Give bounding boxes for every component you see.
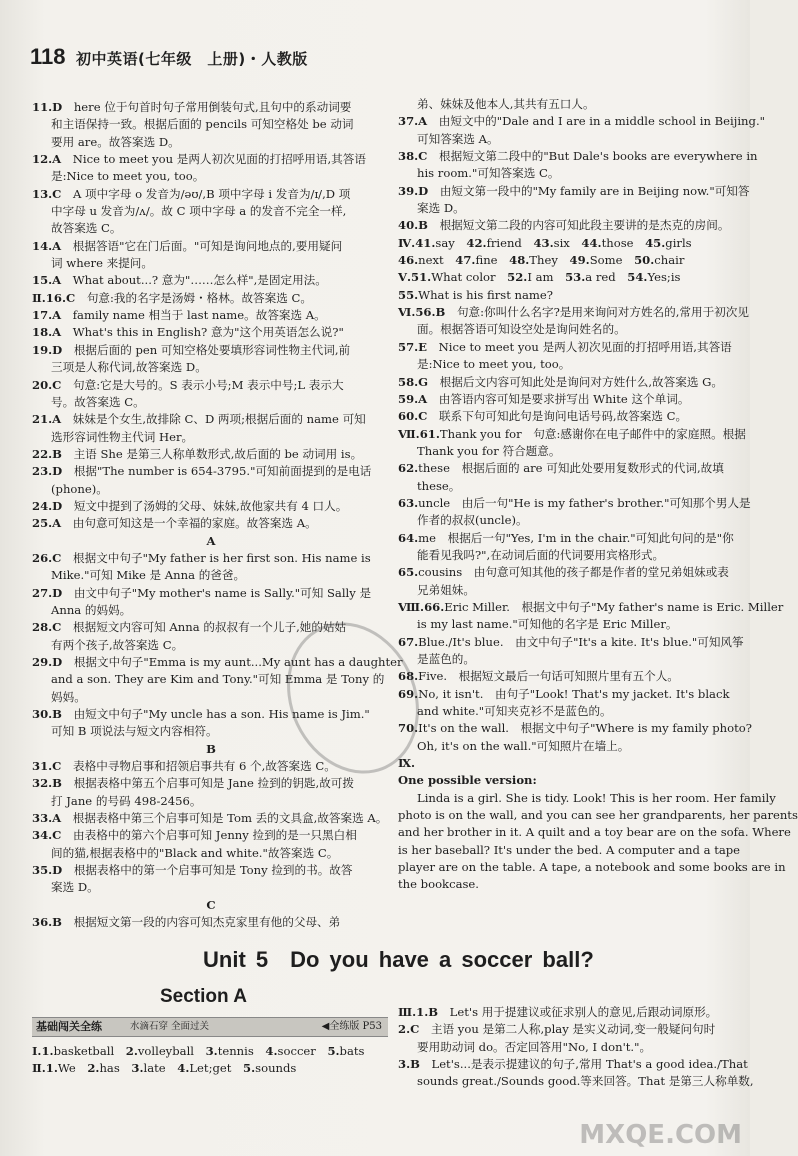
answer-line: 69.No, it isn't. 由句子"Look! That's my jacket. It's black: [398, 686, 730, 701]
answer-line: is her baseball? It's under the bed. A computer and a tape: [398, 842, 741, 857]
answer-line: 19.D 根据后面的 pen 可知空格处要填形容词性物主代词,前: [32, 342, 351, 357]
answer-line: 15.A What about...? 意为"……怎么样",是固定用法。: [32, 273, 327, 288]
answer-line: 弟、妹妹及他本人,其共有五口人。: [417, 97, 595, 111]
answer-line: 38.C 根据短文第二段中的"But Dale's books are everywhere in: [398, 149, 758, 164]
answer-line: 3.B Let's...是表示提建议的句子,常用 That's a good idea./That: [398, 1057, 748, 1072]
answer-line: 59.A 由答语内容可知是要求拼写出 White 这个单词。: [398, 391, 690, 406]
answer-line: Ⅷ.66.Eric Miller. 根据文中句子"My father's name is Eric. Miller: [398, 599, 784, 614]
answer-line: 37.A 由短文中的"Dale and I are in a middle school in Beijing.": [398, 114, 765, 129]
answer-line: 2.C 主语 you 是第二人称,play 是实义动词,变一般疑问句时: [398, 1022, 716, 1037]
answer-line: 兄弟姐妹。: [417, 582, 475, 597]
answer-line: Linda is a girl. She is tidy. Look! This is her room. Her family: [417, 790, 776, 805]
answer-line: 案选 D。: [51, 880, 99, 895]
band-ref: ◀全练版 P53: [321, 1021, 382, 1032]
answer-line: 25.A 由句意可知这是一个幸福的家庭。故答案选 A。: [32, 516, 317, 531]
answer-line: (phone)。: [51, 481, 108, 496]
band-motto: 水滴石穿 全面过关: [130, 1021, 210, 1032]
bottom-left-column: [32, 1043, 390, 1078]
answer-line: Ⅳ.41.say 42.friend 43.six 44.those 45.girls: [398, 235, 692, 250]
answer-line: 能看见我吗?",在动词后面的代词要用宾格形式。: [417, 547, 665, 562]
band-label: 基础闯关全练: [36, 1020, 102, 1033]
answer-line: and white."可知夹克衫不是蓝色的。: [417, 704, 612, 719]
answer-line: 32.B 根据表格中第五个启事可知是 Jane 捡到的钥匙,故可拨: [32, 776, 354, 791]
answer-line: and her brother in it. A quilt and a toy bear are on the sofa. Where: [398, 825, 791, 840]
answer-line: 可知答案选 A。: [417, 131, 499, 146]
answer-line: 18.A What's this in English? 意为"这个用英语怎么说?": [32, 325, 344, 340]
answer-line: B: [206, 741, 216, 756]
answer-line: 65.cousins 由句意可知其他的孩子都是作者的堂兄弟姐妹或表: [398, 565, 729, 580]
answer-line: 46.next 47.fine 48.They 49.Some 50.chair: [398, 253, 685, 268]
answer-line: 是:Nice to meet you, too。: [417, 357, 571, 372]
answer-line: 40.B 根据短文第二段的内容可知此段主要讲的是杰克的房间。: [398, 218, 730, 233]
answer-line: player are on the table. A tape, a notebook and some books are in: [398, 860, 786, 875]
left-column: [32, 99, 403, 932]
answer-line: 20.C 句意:它是大号的。S 表示小号;M 表示中号;L 表示大: [32, 377, 344, 392]
answer-line: 23.D 根据"The number is 654-3795."可知前面提到的是电话: [32, 464, 372, 479]
answer-line: Ⅱ.1.We 2.has 3.late 4.Let;get 5.sounds: [32, 1061, 297, 1076]
answer-line: 词 where 来提问。: [51, 256, 153, 271]
answer-line: 打 Jane 的号码 498-2456。: [51, 793, 202, 808]
book-title: 初中英语(七年级 上册)・人教版: [76, 50, 308, 68]
right-column: [398, 96, 798, 894]
unit-title: Unit 5 Do you have a soccer ball?: [203, 947, 594, 972]
section-title: Section A: [160, 986, 247, 1007]
answer-line: 60.C 联系下句可知此句是询问电话号码,故答案选 C。: [398, 409, 688, 424]
answer-line: Oh, it's on the wall."可知照片在墙上。: [417, 738, 630, 753]
answer-line: 是蓝色的。: [417, 652, 475, 666]
answer-line: 面。根据答语可知设空处是询问姓名的。: [417, 322, 626, 337]
answer-line: is my last name."可知他的名字是 Eric Miller。: [417, 617, 678, 632]
answer-line: 58.G 根据后文内容可知此处是询问对方姓什么,故答案选 G。: [398, 374, 723, 389]
answer-line: A: [206, 533, 216, 548]
answer-line: 70.It's on the wall. 根据文中句子"Where is my family photo?: [398, 721, 752, 736]
answer-line: 36.B 根据短文第一段的内容可知杰克家里有他的父母、弟: [32, 915, 341, 930]
answer-line: 13.C A 项中字母 o 发音为/əʊ/,B 项中字母 i 发音为/ɪ/,D 项: [32, 186, 351, 201]
answer-line: 26.C 根据文中句子"My father is her first son. His name is: [32, 550, 371, 565]
answer-line: 是:Nice to meet you, too。: [51, 169, 205, 184]
answer-line: Ⅴ.51.What color 52.I am 53.a red 54.Yes;is: [398, 270, 681, 285]
answer-line: Ⅶ.61.Thank you for 句意:感谢你在电子邮件中的家庭照。根据: [398, 426, 746, 441]
answer-line: One possible version:: [398, 773, 537, 788]
answer-line: 21.A 妹妹是个女生,故排除 C、D 两项;根据后面的 name 可知: [32, 412, 366, 427]
answer-line: 中字母 u 发音为/ʌ/。故 C 项中字母 a 的发音不完全一样,: [51, 204, 347, 219]
answer-line: 三项是人称代词,故答案选 D。: [51, 360, 207, 375]
answer-line: Ⅱ.16.C 句意:我的名字是汤姆・格林。故答案选 C。: [32, 290, 312, 305]
answer-line: 有两个孩子,故答案选 C。: [51, 637, 184, 652]
answer-line: 34.C 由表格中的第六个启事可知 Jenny 捡到的是一只黑白相: [32, 828, 357, 843]
answer-line: 妈妈。: [51, 689, 86, 704]
answer-line: 63.uncle 由后一句"He is my father's brother."可知那个男人是: [398, 495, 751, 510]
answer-line: 35.D 根据表格中的第一个启事可知是 Tony 捡到的书。故答: [32, 863, 353, 878]
bottom-right-column: [398, 1004, 754, 1091]
answer-line: 可知 B 项说法与短文内容相符。: [51, 724, 218, 739]
answer-line: 和主语保持一致。根据后面的 pencils 可知空格处 be 动词: [51, 117, 354, 132]
answer-line: Ⅲ.1.B Let's 用于提建议或征求别人的意见,后跟动词原形。: [398, 1005, 718, 1019]
answer-line: 号。故答案选 C。: [51, 394, 145, 409]
answer-line: 故答案选 C。: [51, 221, 122, 236]
answer-line: photo is on the wall, and you can see her grandparents, her parents: [398, 808, 798, 823]
answer-line: Ⅵ.56.B 句意:你叫什么名字?是用来询问对方姓名的,常用于初次见: [398, 305, 749, 320]
answer-line: Thank you for 符合题意。: [417, 443, 561, 458]
answer-line: 55.What is his first name?: [398, 287, 553, 302]
answer-line: 27.D 由文中句子"My mother's name is Sally."可知 Sally 是: [32, 585, 372, 600]
answer-line: 案选 D。: [417, 201, 465, 216]
answer-line: Mike."可知 Mike 是 Anna 的爸爸。: [51, 568, 246, 583]
answer-line: 29.D 根据文中句子"Emma is my aunt...My aunt has a daughter: [32, 655, 403, 669]
answer-line: 间的猫,根据表格中的"Black and white."故答案选 C。: [51, 845, 339, 860]
answer-line: 17.A family name 相当于 last name。故答案选 A。: [32, 308, 326, 323]
answer-line: his room."可知答案选 C。: [417, 166, 560, 181]
exercise-band: [32, 1017, 388, 1037]
answer-line: sounds great./Sounds good.等来回答。That 是第三人称单数,: [417, 1074, 754, 1089]
answer-line: 24.D 短文中提到了汤姆的父母、妹妹,故他家共有 4 口人。: [32, 498, 348, 513]
answer-line: 要用 are。故答案选 D。: [51, 134, 180, 149]
answer-line: 要用助动词 do。否定回答用"No, I don't."。: [417, 1039, 652, 1054]
answer-line: 12.A Nice to meet you 是两人初次见面的打招呼用语,其答语: [32, 152, 366, 167]
answer-line: 39.D 由短文第一段中的"My family are in Beijing now."可知答: [398, 183, 750, 198]
page-number: 118: [30, 44, 66, 69]
answer-line: 33.A 根据表格中第三个启事可知是 Tom 丢的文具盒,故答案选 A。: [32, 811, 388, 826]
answer-line: 作者的叔叔(uncle)。: [417, 513, 528, 528]
answer-line: 57.E Nice to meet you 是两人初次见面的打招呼用语,其答语: [398, 339, 732, 354]
answer-line: Anna 的妈妈。: [51, 602, 132, 617]
site-watermark: MXQE.COM: [579, 1120, 742, 1150]
answer-line: Ⅰ.1.basketball 2.volleyball 3.tennis 4.soccer 5.bats: [32, 1044, 365, 1058]
answer-line: 22.B 主语 She 是第三人称单数形式,故后面的 be 动词用 is。: [32, 446, 363, 461]
answer-line: 28.C 根据短文内容可知 Anna 的叔叔有一个儿子,她的姑姑: [32, 620, 347, 635]
answer-line: 11.D here 位于句首时句子常用倒装句式,且句中的系动词要: [32, 100, 352, 114]
answer-line: Ⅸ.: [398, 756, 416, 771]
answer-line: the bookcase.: [398, 877, 479, 892]
answer-line: C: [206, 897, 216, 912]
answer-line: 30.B 由短文中句子"My uncle has a son. His name is Jim.": [32, 707, 370, 722]
answer-line: 选形容词性物主代词 Her。: [51, 429, 194, 444]
answer-line: 31.C 表格中寻物启事和招领启事共有 6 个,故答案选 C。: [32, 759, 336, 774]
answer-line: 68.Five. 根据短文最后一句话可知照片里有五个人。: [398, 669, 679, 684]
answer-line: 64.me 根据后一句"Yes, I'm in the chair."可知此句问的是"你: [398, 530, 734, 545]
answer-line: and a son. They are Kim and Tony."可知 Emma 是 Tony 的: [51, 672, 385, 687]
answer-line: 67.Blue./It's blue. 由文中句子"It's a kite. It's blue."可知风筝: [398, 634, 744, 649]
answer-line: 62.these 根据后面的 are 可知此处要用复数形式的代词,故填: [398, 461, 724, 476]
answer-line: 14.A 根据答语"它在门后面。"可知是询问地点的,要用疑问: [32, 238, 343, 253]
answer-line: these。: [417, 478, 461, 493]
